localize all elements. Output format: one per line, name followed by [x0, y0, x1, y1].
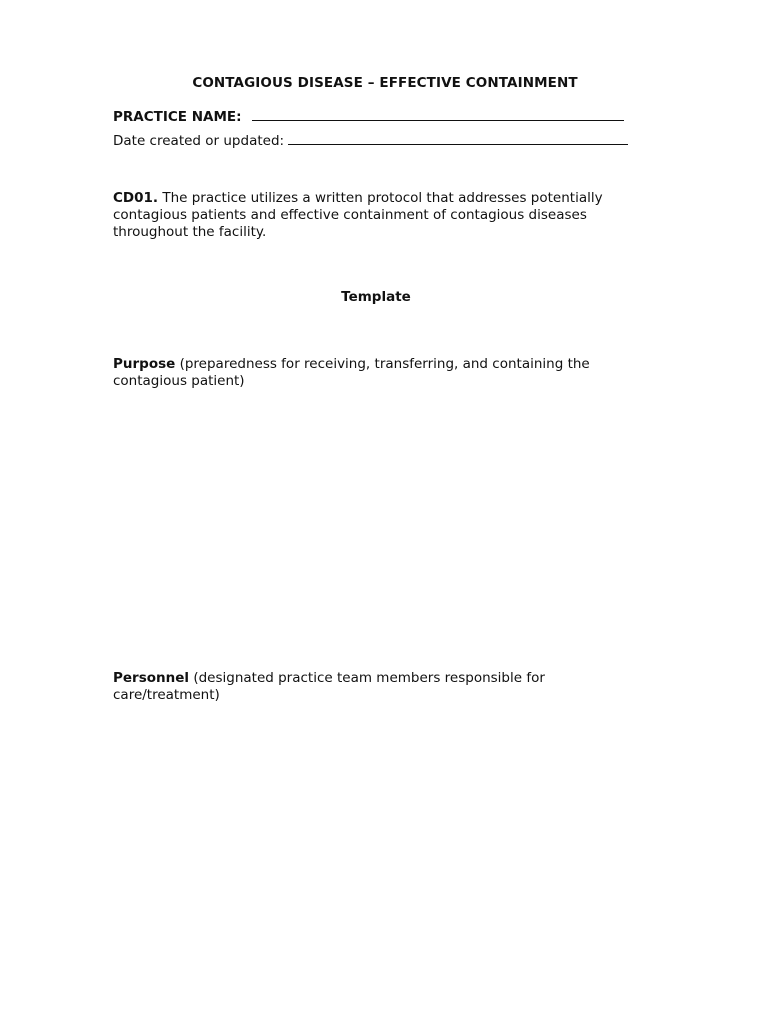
purpose-label: Purpose: [113, 356, 176, 372]
purpose-section: [113, 356, 633, 390]
personnel-text: (designated practice team members responsible for care/treatment): [113, 670, 545, 703]
practice-name-label: PRACTICE NAME:: [113, 109, 242, 125]
cd01-paragraph: [113, 190, 633, 241]
cd01-text: The practice utilizes a written protocol that addresses potentially contagious patients and effective containment of contagious diseases throughout the facility.: [113, 190, 603, 240]
practice-name-blank[interactable]: [252, 108, 624, 121]
purpose-text: (preparedness for receiving, transferring, and containing the contagious patient): [113, 356, 590, 389]
cd01-code: CD01.: [113, 190, 159, 206]
personnel-label: Personnel: [113, 670, 190, 686]
practice-name-line: [113, 108, 624, 125]
date-created-blank[interactable]: [288, 132, 628, 145]
date-created-line: [113, 132, 628, 149]
date-created-label: Date created or updated:: [113, 133, 285, 149]
document-title: CONTAGIOUS DISEASE – EFFECTIVE CONTAINMENT: [192, 75, 578, 91]
template-heading: Template: [341, 289, 411, 305]
personnel-section: [113, 670, 633, 704]
